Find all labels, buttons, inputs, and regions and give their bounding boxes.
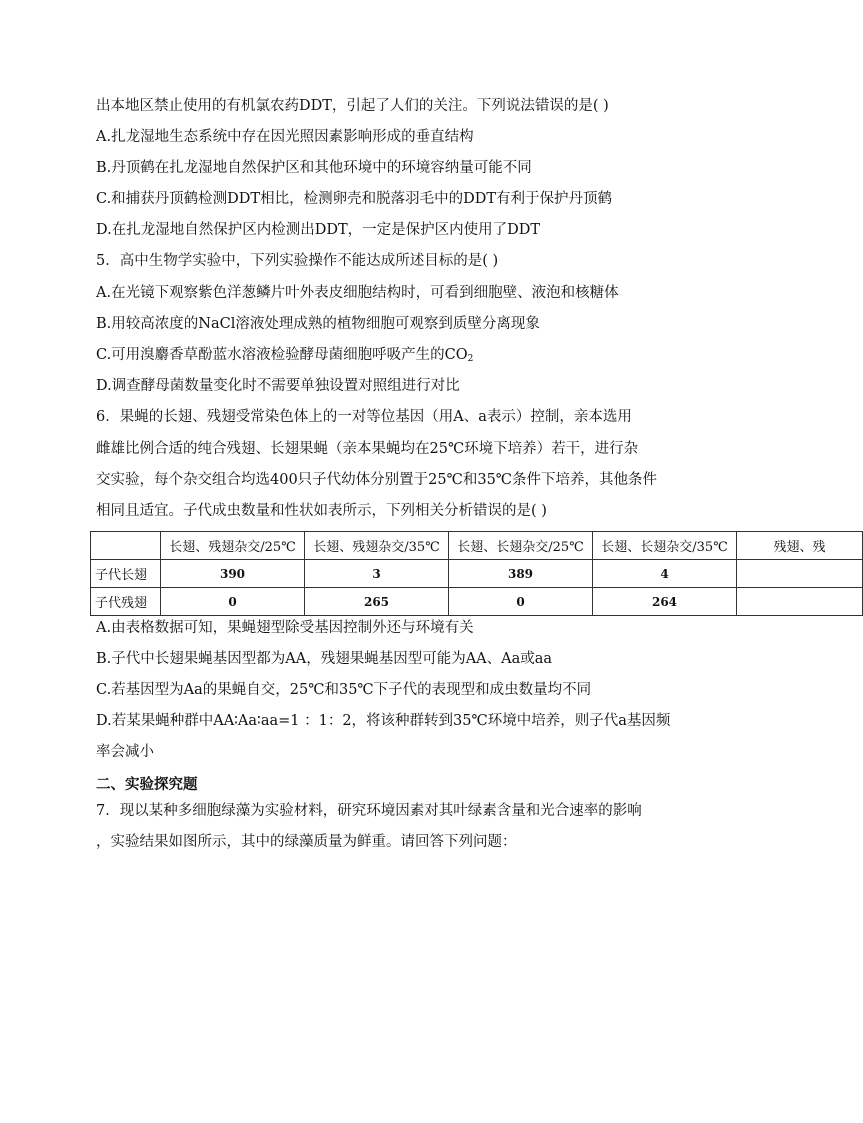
q6-option-b: B.子代中长翅果蝇基因型都为AA，残翅果蝇基因型可能为AA、Aa或aa [96, 651, 553, 667]
table-cell [737, 588, 863, 616]
q6-option-c: C.若基因型为Aa的果蝇自交，25℃和35℃下子代的表现型和成虫数量均不同 [96, 682, 592, 698]
table-cell: 0 [449, 588, 593, 616]
q7-stem-line-1: 7．现以某种多细胞绿藻为实验材料，研究环境因素对其叶绿素含量和光合速率的影响 [96, 803, 642, 819]
table-header-row [91, 532, 863, 560]
table-cell: 4 [593, 560, 737, 588]
table-header-cell [91, 532, 161, 560]
table-row [91, 588, 863, 616]
table-cell: 389 [449, 560, 593, 588]
q6-stem-line-2: 雌雄比例合适的纯合残翅、长翅果蝇（亲本果蝇均在25℃环境下培养）若干，进行杂 [96, 441, 639, 457]
q6-stem-line-4: 相同且适宜。子代成虫数量和性状如表所示，下列相关分析错误的是( ) [96, 503, 547, 519]
table-row-label: 子代残翅 [91, 588, 161, 616]
co2-subscript: 2 [467, 354, 474, 364]
q6-option-a: A.由表格数据可知，果蝇翅型除受基因控制外还与环境有关 [96, 620, 474, 636]
table-row [91, 560, 863, 588]
q4-stem-end: 出本地区禁止使用的有机氯农药DDT，引起了人们的关注。下列说法错误的是( ) [96, 98, 609, 114]
q6-data-table [90, 531, 863, 616]
table-header-cell: 长翅、残翅杂交/35℃ [305, 532, 449, 560]
q4-option-d: D.在扎龙湿地自然保护区内检测出DDT，一定是保护区内使用了DDT [96, 222, 541, 238]
table-cell: 0 [161, 588, 305, 616]
q6-option-d-continued: 率会减小 [96, 744, 154, 760]
q5-option-c-text: C.可用溴麝香草酚蓝水溶液检验酵母菌细胞呼吸产生的CO [96, 347, 468, 363]
section-heading: 二、实验探究题 [96, 776, 198, 793]
table-row-label: 子代长翅 [91, 560, 161, 588]
table-header-cell: 长翅、长翅杂交/25℃ [449, 532, 593, 560]
q7-stem-line-2: ，实验结果如图所示，其中的绿藻质量为鲜重。请回答下列问题： [96, 834, 517, 850]
q5-option-d: D.调查酵母菌数量变化时不需要单独设置对照组进行对比 [96, 378, 460, 394]
q6-option-d: D.若某果蝇种群中AA∶Aa∶aa=1 ：1：2，将该种群转到35℃环境中培养，则子代a基因频 [96, 713, 671, 729]
q4-option-c: C.和捕获丹顶鹤检测DDT相比，检测卵壳和脱落羽毛中的DDT有利于保护丹顶鹤 [96, 191, 613, 207]
table-header-cell: 残翅、残 [737, 532, 863, 560]
table-cell: 390 [161, 560, 305, 588]
table-cell: 3 [305, 560, 449, 588]
q5-stem: 5．高中生物学实验中，下列实验操作不能达成所述目标的是( ) [96, 253, 499, 269]
q6-stem-line-3: 交实验，每个杂交组合均选400只子代幼体分别置于25℃和35℃条件下培养，其他条件 [96, 472, 658, 488]
table-header-cell: 长翅、残翅杂交/25℃ [161, 532, 305, 560]
table-cell: 265 [305, 588, 449, 616]
table-cell [737, 560, 863, 588]
q6-table-container [90, 531, 826, 616]
q4-option-b: B.丹顶鹤在扎龙湿地自然保护区和其他环境中的环境容纳量可能不同 [96, 160, 532, 176]
q4-option-a: A.扎龙湿地生态系统中存在因光照因素影响形成的垂直结构 [96, 129, 474, 145]
table-header-cell: 长翅、长翅杂交/35℃ [593, 532, 737, 560]
q5-option-a: A.在光镜下观察紫色洋葱鳞片叶外表皮细胞结构时，可看到细胞壁、液泡和核糖体 [96, 285, 619, 301]
q5-option-c [96, 346, 473, 368]
table-cell: 264 [593, 588, 737, 616]
q5-option-b: B.用较高浓度的NaCl溶液处理成熟的植物细胞可观察到质壁分离现象 [96, 316, 540, 332]
q6-stem-line-1: 6．果蝇的长翅、残翅受常染色体上的一对等位基因（用A、a表示）控制，亲本选用 [96, 409, 632, 425]
